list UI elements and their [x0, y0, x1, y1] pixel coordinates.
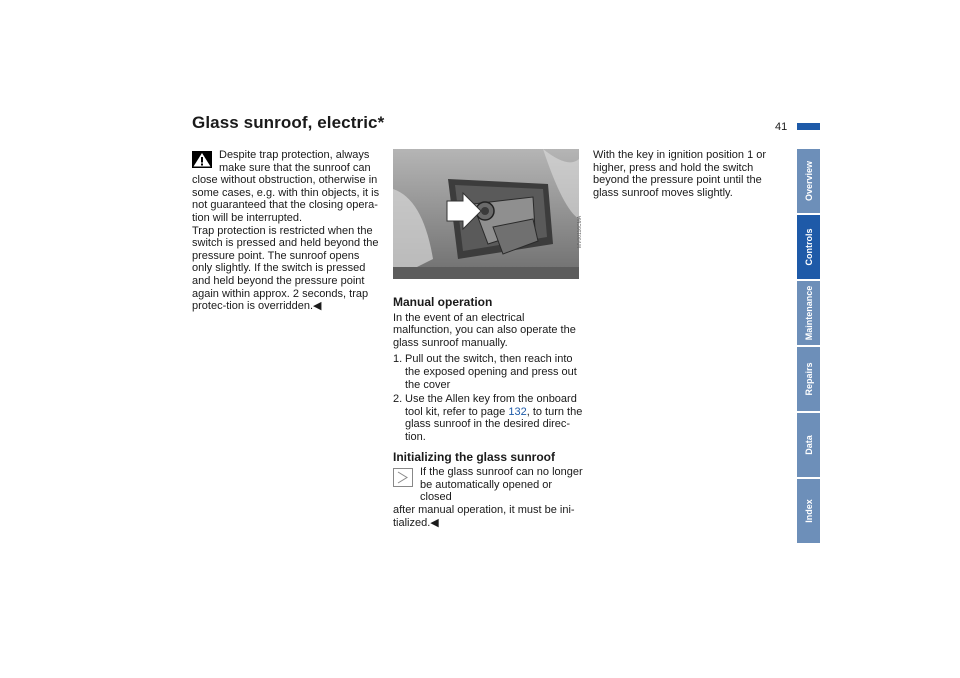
page-link[interactable]: 132: [508, 405, 527, 418]
tab-maintenance[interactable]: [797, 281, 820, 345]
tab-data[interactable]: [797, 413, 820, 477]
page-number-bar: [797, 123, 820, 130]
warning-text-lead: Despite trap protection, always make sure that the sunroof can: [219, 149, 371, 174]
tab-overview[interactable]: [797, 149, 820, 213]
initializing-note: [393, 466, 583, 529]
tab-index[interactable]: [797, 479, 820, 543]
page-title: Glass sunroof, electric*: [192, 113, 385, 132]
step-number: 1.: [393, 353, 403, 366]
note-icon: [393, 468, 413, 487]
tab-label: Index: [803, 499, 814, 523]
manual-operation-heading: Manual operation: [393, 295, 493, 309]
sunroof-switch-photo: [393, 149, 579, 279]
step-text: Use the Allen key from the onboard tool kit, refer to page: [405, 393, 577, 418]
list-item: [393, 393, 583, 443]
manual-operation-section: [393, 296, 583, 529]
tab-label: Maintenance: [803, 285, 814, 341]
warning-text-2: Trap protection is restricted when the switch is pressed and held beyond the pressure point. The sunroof opens only slightly. If the switch is pressed and held beyond the pressure point again within approx. 2 seconds, trap protec-tion is overridden.◀: [192, 224, 379, 313]
page-number: 41: [775, 121, 788, 133]
chapter-tabs: [797, 149, 820, 545]
column-3: [593, 149, 773, 199]
tab-label: Repairs: [803, 362, 814, 396]
tab-label: Controls: [803, 228, 814, 266]
warning-block: [192, 149, 382, 313]
list-item: [393, 353, 583, 391]
warning-triangle-icon: [192, 151, 212, 168]
manual-operation-steps: [393, 353, 583, 443]
step-text: Pull out the switch, then reach into the exposed opening and press out the cover: [405, 353, 577, 391]
step-text: , to turn the glass sunroof in the desired direc-tion.: [405, 405, 583, 443]
manual-operation-intro: In the event of an electrical malfunction, you can also operate the glass sunroof manually.: [393, 311, 576, 349]
initializing-text-lead: If the glass sunroof can no longer be automatically opened or closed: [420, 466, 583, 504]
tab-repairs[interactable]: [797, 347, 820, 411]
initializing-text-rest: after manual operation, it must be ini-tialized.◀: [393, 503, 575, 529]
warning-text-rest: close without obstruction, otherwise in some cases, e.g. with thin objects, it is not guaranteed that the closing opera-tion will be interrupted.: [192, 174, 380, 224]
initializing-heading: Initializing the glass sunroof: [393, 449, 556, 464]
tab-label: Overview: [803, 160, 814, 202]
column-3-text: With the key in ignition position 1 or higher, press and hold the switch beyond the pressure point until the glass sunroof moves slightly.: [593, 149, 767, 199]
tab-controls[interactable]: [797, 215, 820, 279]
step-number: 2.: [393, 393, 403, 406]
sunroof-switch-illustration: [393, 149, 579, 279]
figure-code: MV00116CMA: [577, 215, 583, 248]
tab-label: Data: [803, 435, 814, 455]
